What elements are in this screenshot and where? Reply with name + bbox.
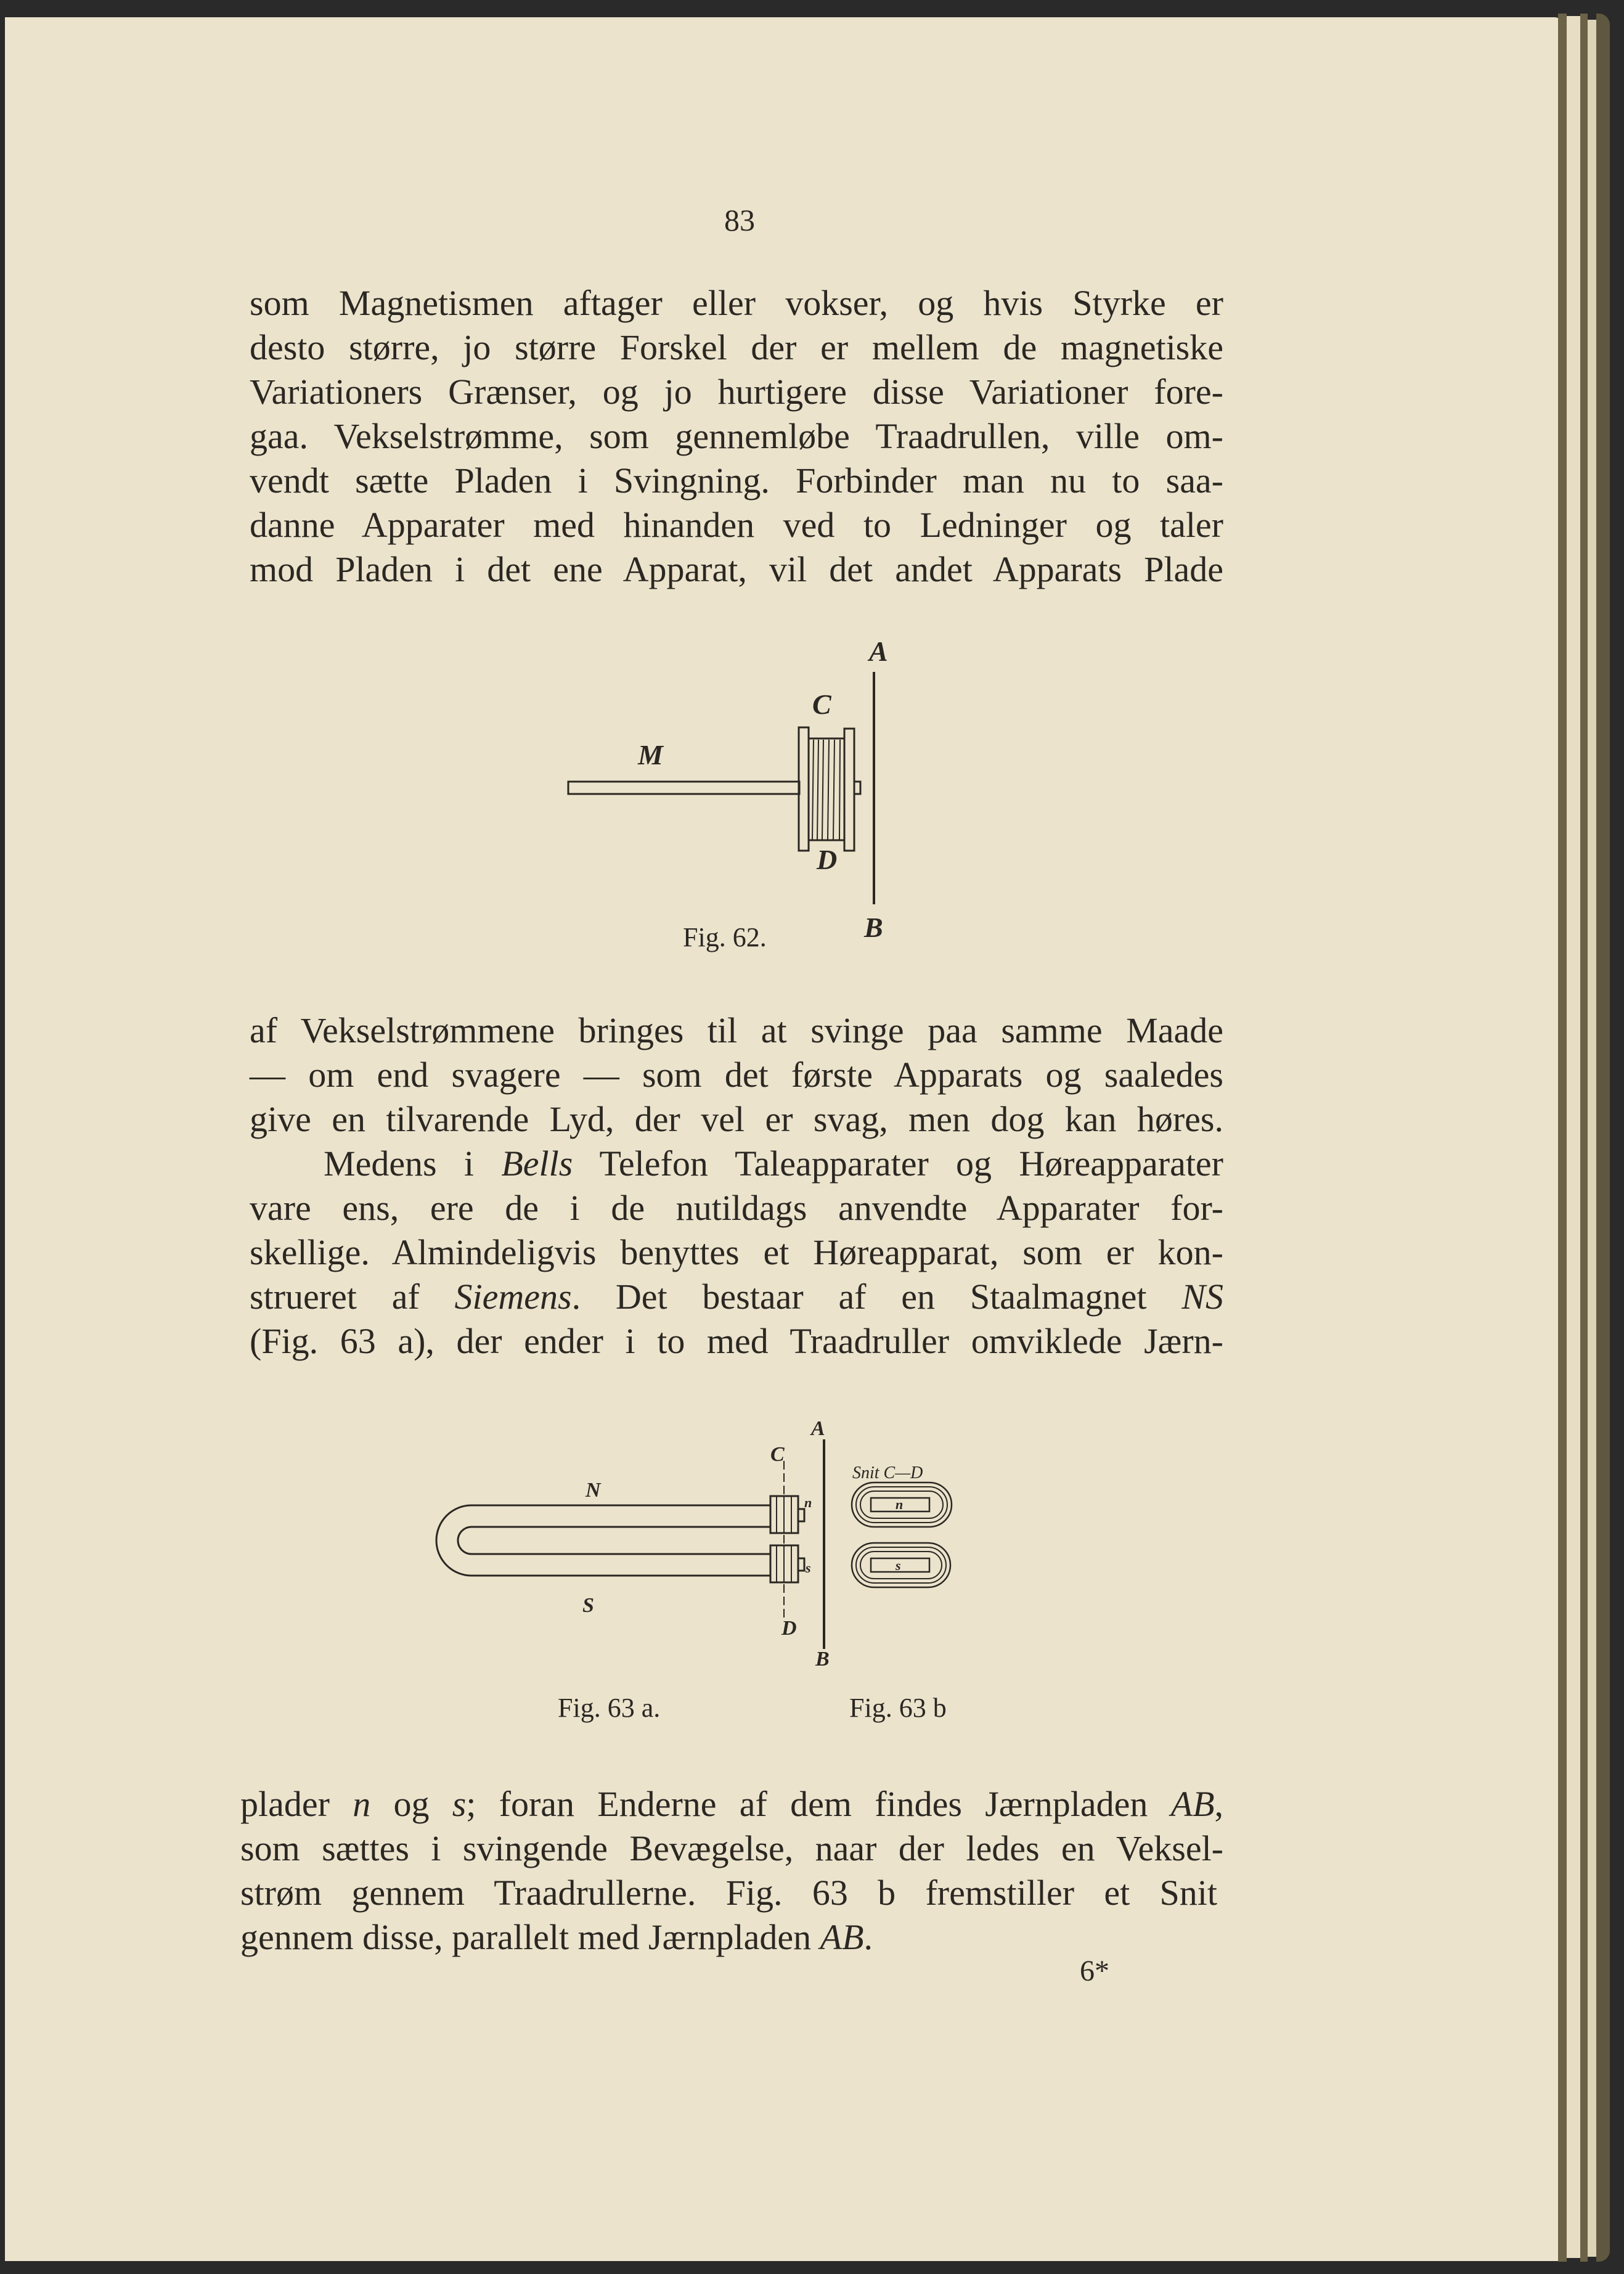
coil-s (770, 1545, 804, 1582)
page-number: 83 (724, 203, 755, 237)
text-line: skellige. Almindeligvis benyttes et Høreapparat, som er kon- (250, 1232, 1223, 1272)
text-line: gaa. Vekselstrømme, som gennemløbe Traadrullen, ville om- (250, 416, 1223, 456)
section-label: Snit C—D (852, 1463, 923, 1483)
label-c: C (770, 1443, 785, 1466)
cross-section-s (852, 1543, 950, 1587)
figure-63 (419, 1399, 974, 1732)
italic-symbol: s (452, 1784, 467, 1824)
text-run: Medens i (324, 1143, 502, 1184)
page-edge (1567, 16, 1580, 2258)
label-d: D (781, 1617, 797, 1640)
label-m: M (638, 739, 663, 771)
italic-name: Siemens (454, 1277, 572, 1317)
label-d: D (817, 844, 838, 875)
italic-name: Bells (501, 1143, 573, 1184)
text-run: ; foran Enderne af dem findes Jærnpladen (466, 1784, 1171, 1824)
text-line: — om end svagere — som det første Apparats og saaledes (250, 1055, 1223, 1095)
figure-62 (555, 616, 924, 962)
text-line: mod Pladen i det ene Apparat, vil det andet Apparats Plade (250, 549, 1223, 589)
label-n-pole: N (586, 1479, 601, 1502)
label-s-core: s (806, 1560, 811, 1576)
label-s-pole: S (582, 1594, 594, 1617)
text-line (240, 1786, 1223, 1822)
text-line: danne Apparater med hinanden ved to Ledninger og taler (250, 505, 1223, 545)
text-line (324, 1143, 1223, 1184)
label-n-core: n (804, 1495, 812, 1510)
text-line: desto større, jo større Forskel der er mellem de magnetiske (250, 327, 1223, 367)
text-run: , (1214, 1784, 1224, 1824)
label-n-section: n (896, 1497, 904, 1512)
signature-mark: 6* (1080, 1955, 1109, 1987)
text-line: Variationers Grænser, og jo hurtigere disse Variationer fore- (250, 372, 1223, 412)
text-run: plader (240, 1784, 353, 1824)
italic-symbol: n (353, 1784, 371, 1824)
text-line: som Magnetismen aftager eller vokser, og hvis Styrke er (250, 283, 1223, 323)
coil-c-d (799, 727, 860, 851)
text-run: . Det bestaar af en Staalmagnet (571, 1277, 1182, 1317)
text-line: vendt sætte Pladen i Svingning. Forbinder man nu to saa- (250, 460, 1223, 501)
page-edge (1580, 14, 1588, 2262)
figure-63a-caption: Fig. 63 a. (558, 1693, 661, 1723)
figure-62-caption: Fig. 62. (683, 922, 767, 952)
text-run: Telefon Taleapparater og Høreapparater (573, 1143, 1223, 1184)
text-line: af Vekselstrømmene bringes til at svinge paa samme Maade (250, 1010, 1223, 1050)
label-s-section: s (896, 1558, 901, 1573)
label-c: C (812, 689, 831, 720)
page-edge (1558, 14, 1567, 2262)
figure-63b-caption: Fig. 63 b (849, 1693, 947, 1723)
book-cover-edge (1596, 14, 1610, 2262)
text-line: strøm gennem Traadrullerne. Fig. 63 b fremstiller et Snit (240, 1873, 1217, 1913)
coil-n (770, 1496, 804, 1533)
text-line: (Fig. 63 a), der ender i to med Traadruller omviklede Jærn- (250, 1321, 1223, 1361)
text-line (240, 1917, 1223, 1957)
label-b: B (864, 912, 883, 943)
text-line (250, 1279, 1223, 1315)
text-line: som sættes i svingende Bevægelse, naar der ledes en Veksel- (240, 1828, 1223, 1868)
text-run: strueret af (250, 1277, 455, 1317)
text-run: . (863, 1917, 873, 1957)
text-line: vare ens, ere de i de nutildags anvendte Apparater for- (250, 1188, 1223, 1228)
text-line: give en tilvarende Lyd, der vel er svag, men dog kan høres. (250, 1099, 1223, 1139)
text-run: gennem disse, parallelt med Jærnpladen (240, 1917, 820, 1957)
label-a: A (869, 636, 888, 667)
italic-symbol: NS (1181, 1277, 1223, 1317)
page-edge (1588, 20, 1596, 2257)
italic-symbol: AB (1170, 1784, 1215, 1824)
label-a: A (811, 1417, 825, 1440)
label-b: B (815, 1648, 830, 1671)
italic-symbol: AB (820, 1917, 864, 1957)
magnet-rod (568, 782, 799, 794)
text-run: og (370, 1784, 452, 1824)
horseshoe-magnet-ns (436, 1505, 770, 1576)
